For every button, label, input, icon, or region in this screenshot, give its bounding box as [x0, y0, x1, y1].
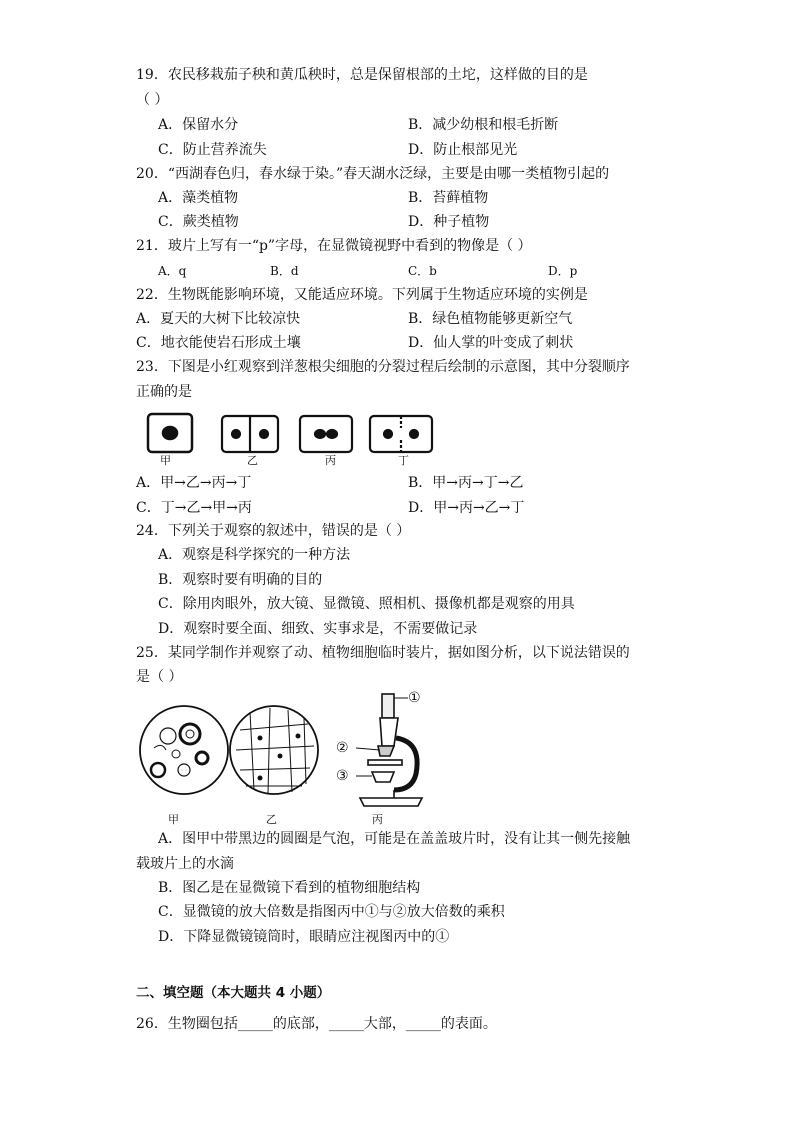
q19-stem: 19．农民移栽茄子秧和黄瓜秧时，总是保留根部的土坨，这样做的目的是 [136, 67, 588, 83]
slide-yi [230, 706, 318, 794]
q19-option-a: A．保留水分 [158, 117, 239, 133]
label-bing: 丙 [325, 454, 336, 467]
q22-option-d: D．仙人掌的叶变成了刺状 [408, 335, 574, 351]
q24-option-c: C．除用肉眼外，放大镜、显微镜、照相机、摄像机都是观察的用具 [158, 596, 575, 612]
section-title: 二、填空题（本大题共 4 小题） [136, 985, 331, 1001]
q19-option-c: C．防止营养流失 [158, 142, 267, 158]
q24-option-b: B．观察时要有明确的目的 [158, 572, 323, 588]
q20-option-a: A．藻类植物 [158, 190, 239, 206]
q26-stem: 26．生物圈包括_____的底部，_____大部，_____的表面。 [136, 1016, 497, 1032]
q20-stem: 20．“西湖春色归，春水绿于染。”春天湖水泛绿，主要是由哪一类植物引起的 [136, 166, 610, 182]
label-jia: 甲 [160, 454, 171, 467]
cell-jia [148, 414, 192, 452]
q25-option-a-continued: 载玻片上的水滴 [136, 856, 234, 872]
cell-yi [222, 416, 278, 452]
slide-jia [140, 706, 228, 794]
q22-option-a: A．夏天的大树下比较凉快 [136, 311, 301, 327]
q19-option-b: B．减少幼根和根毛折断 [408, 117, 559, 133]
label-yi-25: 乙 [266, 813, 277, 826]
q19-option-d: D．防止根部见光 [408, 142, 518, 158]
microscope [356, 694, 422, 806]
q21-option-b: B．d [270, 264, 299, 278]
label-bing-25: 丙 [372, 813, 383, 826]
q25-stem-continued: 是（ ） [136, 669, 183, 685]
marker-3: ③ [336, 768, 349, 784]
q25-option-a: A．图甲中带黑边的圆圈是气泡，可能是在盖盖玻片时，没有让其一侧先接触 [158, 831, 631, 847]
q24-option-d: D．观察时要全面、细致、实事求是，不需要做记录 [158, 621, 478, 637]
q20-option-b: B．苔藓植物 [408, 190, 489, 206]
marker-2: ② [336, 740, 349, 756]
q21-option-c: C．b [408, 264, 437, 278]
marker-1: ① [408, 690, 421, 706]
q23-option-d: D．甲→丙→乙→丁 [408, 500, 525, 516]
q20-option-d: D．种子植物 [408, 214, 490, 230]
cell-ding [370, 416, 432, 452]
q25-option-b: B．图乙是在显微镜下看到的植物细胞结构 [158, 880, 421, 896]
q25-stem: 25．某同学制作并观察了动、植物细胞临时装片，据如图分析，以下说法错误的 [136, 645, 630, 661]
q20-option-c: C．蕨类植物 [158, 214, 239, 230]
q24-option-a: A．观察是科学探究的一种方法 [158, 547, 351, 563]
cell-bing [300, 416, 352, 452]
label-jia-25: 甲 [168, 813, 179, 826]
q21-option-a: A．q [158, 264, 187, 278]
q23-option-c: C．丁→乙→甲→丙 [136, 500, 252, 516]
q24-stem: 24．下列关于观察的叙述中，错误的是（ ） [136, 523, 411, 539]
q23-option-b: B．甲→丙→丁→乙 [408, 475, 524, 491]
q21-stem: 21．玻片上写有一“p”字母，在显微镜视野中看到的物像是（ ） [136, 238, 532, 254]
label-yi: 乙 [247, 454, 258, 467]
q21-option-d: D．p [548, 264, 578, 278]
q23-stem-continued: 正确的是 [136, 384, 192, 400]
q25-option-d: D．下降显微镜镜筒时，眼睛应注视图丙中的① [158, 929, 450, 945]
q22-option-b: B．绿色植物能够更新空气 [408, 311, 573, 327]
q22-stem: 22．生物既能影响环境，又能适应环境。下列属于生物适应环境的实例是 [136, 287, 588, 303]
q22-option-c: C．地衣能使岩石形成土壤 [136, 335, 301, 351]
q19-paren: （ ） [136, 92, 169, 108]
microscope-figure [132, 690, 432, 812]
q25-option-c: C．显微镜的放大倍数是指图丙中①与②放大倍数的乘积 [158, 904, 505, 920]
label-ding: 丁 [398, 454, 409, 467]
cell-division-figure [140, 410, 440, 468]
q23-option-a: A．甲→乙→丙→丁 [136, 475, 252, 491]
q23-stem: 23．下图是小红观察到洋葱根尖细胞的分裂过程后绘制的示意图，其中分裂顺序 [136, 359, 630, 375]
